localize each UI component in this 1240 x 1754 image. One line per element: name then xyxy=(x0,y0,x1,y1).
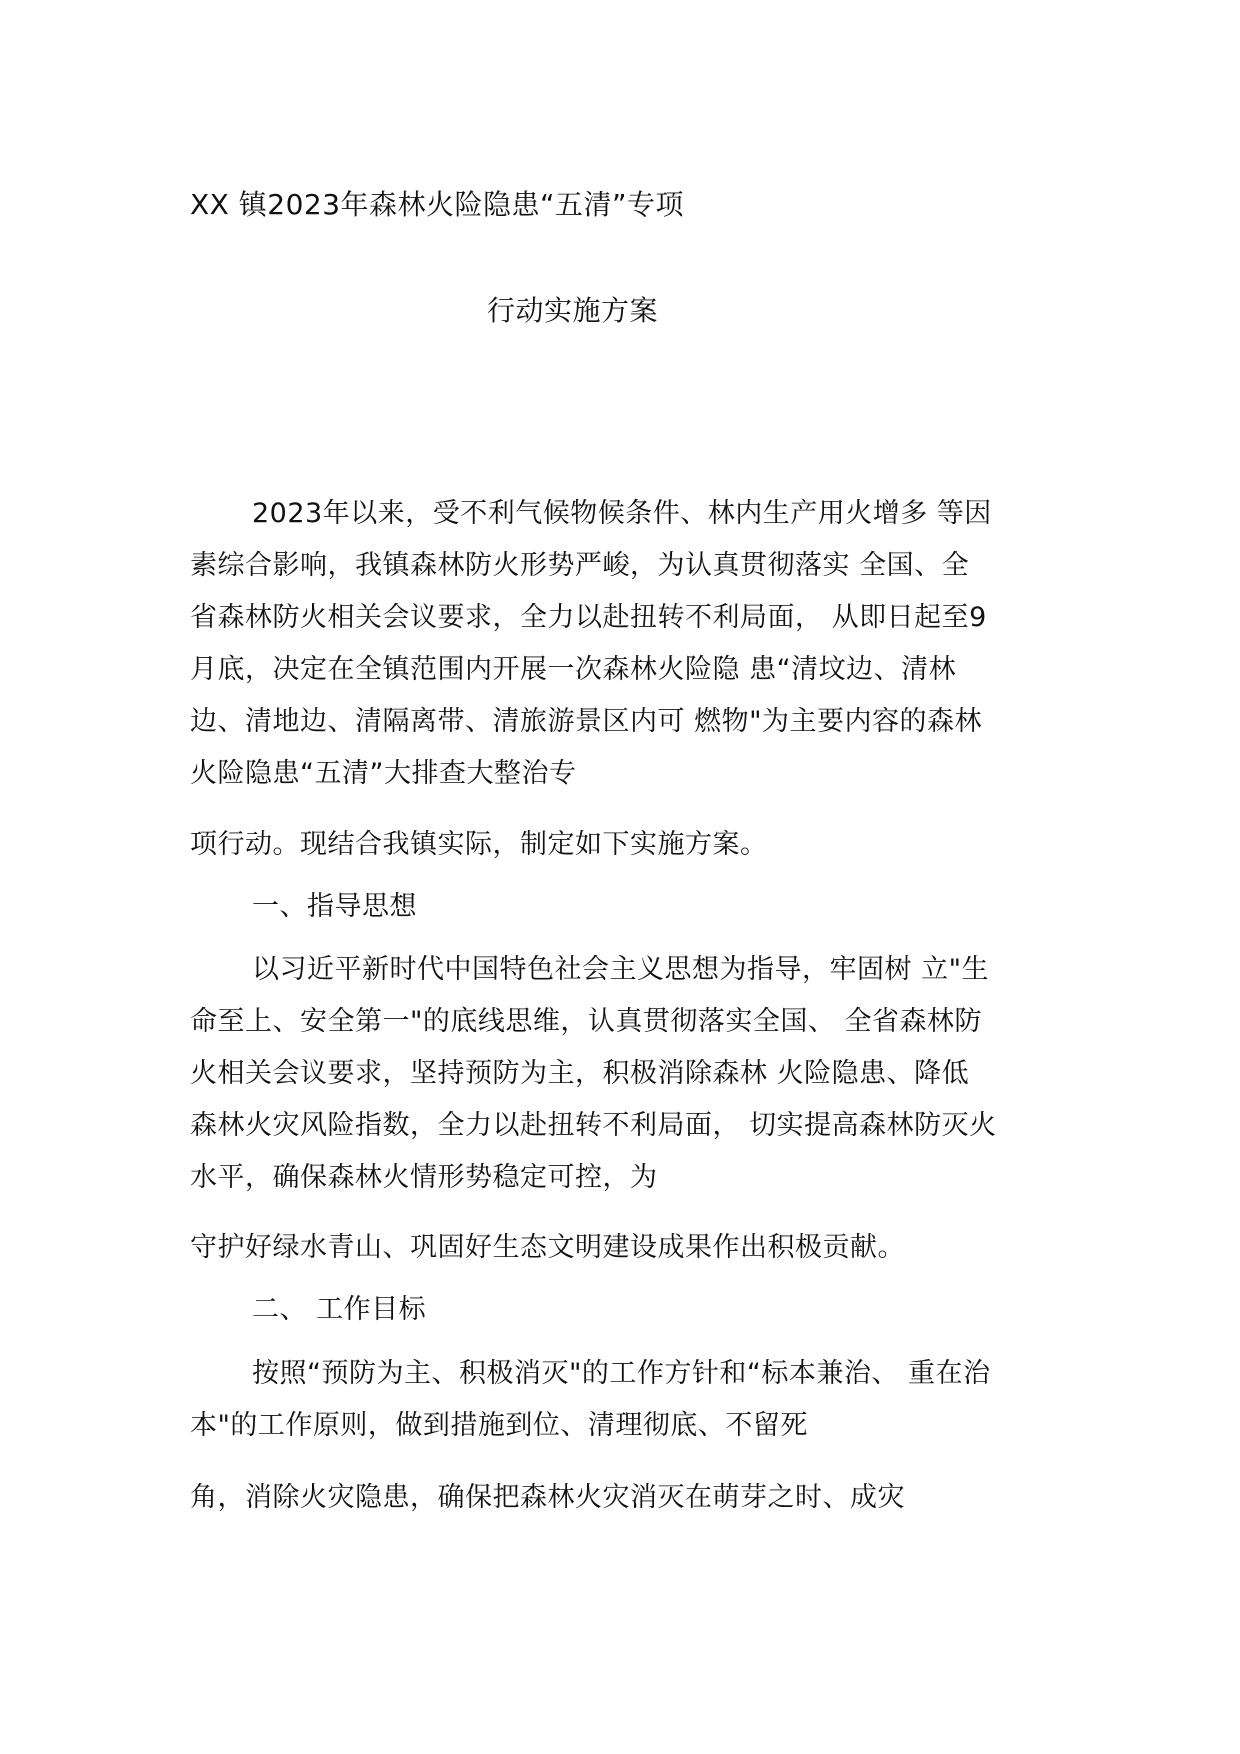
paragraph-line: 守护好绿水青山、巩固好生态文明建设成果作出积极贡献。 xyxy=(190,1232,905,1263)
document-title-line-2: 行动实施方案 xyxy=(487,294,659,327)
paragraph-line: 森林火灾风险指数，全力以赴扭转不利局面， 切实提高森林防灭火 xyxy=(190,1110,997,1141)
paragraph-line: 素综合影响，我镇森林防火形势严峻，为认真贯彻落实 全国、全 xyxy=(190,550,970,581)
paragraph-line: 本"的工作原则，做到措施到位、清理彻底、不留死 xyxy=(190,1410,808,1441)
section-heading: 一、指导思想 xyxy=(252,891,417,922)
paragraph-line: 按照“预防为主、积极消灭"的工作方针和“标本兼治、 重在治 xyxy=(252,1358,991,1389)
paragraph-line: 项行动。现结合我镇实际，制定如下实施方案。 xyxy=(190,829,768,860)
paragraph-line: 火险隐患“五清”大排查大整治专 xyxy=(190,758,577,789)
paragraph-line: 角，消除火灾隐患，确保把森林火灾消灭在萌芽之时、成灾 xyxy=(190,1482,905,1513)
paragraph-line: 以习近平新时代中国特色社会主义思想为指导，牢固树 立"生 xyxy=(252,954,990,985)
paragraph-line: 2023年以来，受不利气候物候条件、林内生产用火增多 等因 xyxy=(252,498,992,529)
paragraph-line: 水平，确保森林火情形势稳定可控，为 xyxy=(190,1162,658,1193)
section-heading: 二、 工作目标 xyxy=(252,1294,427,1325)
paragraph-line: 命至上、安全第一"的底线思维，认真贯彻落实全国、 全省森林防 xyxy=(190,1006,983,1037)
paragraph-line: 火相关会议要求，坚持预防为主，积极消除森林 火险隐患、降低 xyxy=(190,1058,970,1089)
paragraph-line: 省森林防火相关会议要求，全力以赴扭转不利局面， 从即日起至9 xyxy=(190,602,987,633)
paragraph-line: 边、清地边、清隔离带、清旅游景区内可 燃物"为主要内容的森林 xyxy=(190,706,983,737)
paragraph-line: 月底，决定在全镇范围内开展一次森林火险隐 患“清坟边、清林 xyxy=(190,654,957,685)
document-title-line-1: XX 镇2023年森林火险隐患“五清”专项 xyxy=(190,188,685,221)
